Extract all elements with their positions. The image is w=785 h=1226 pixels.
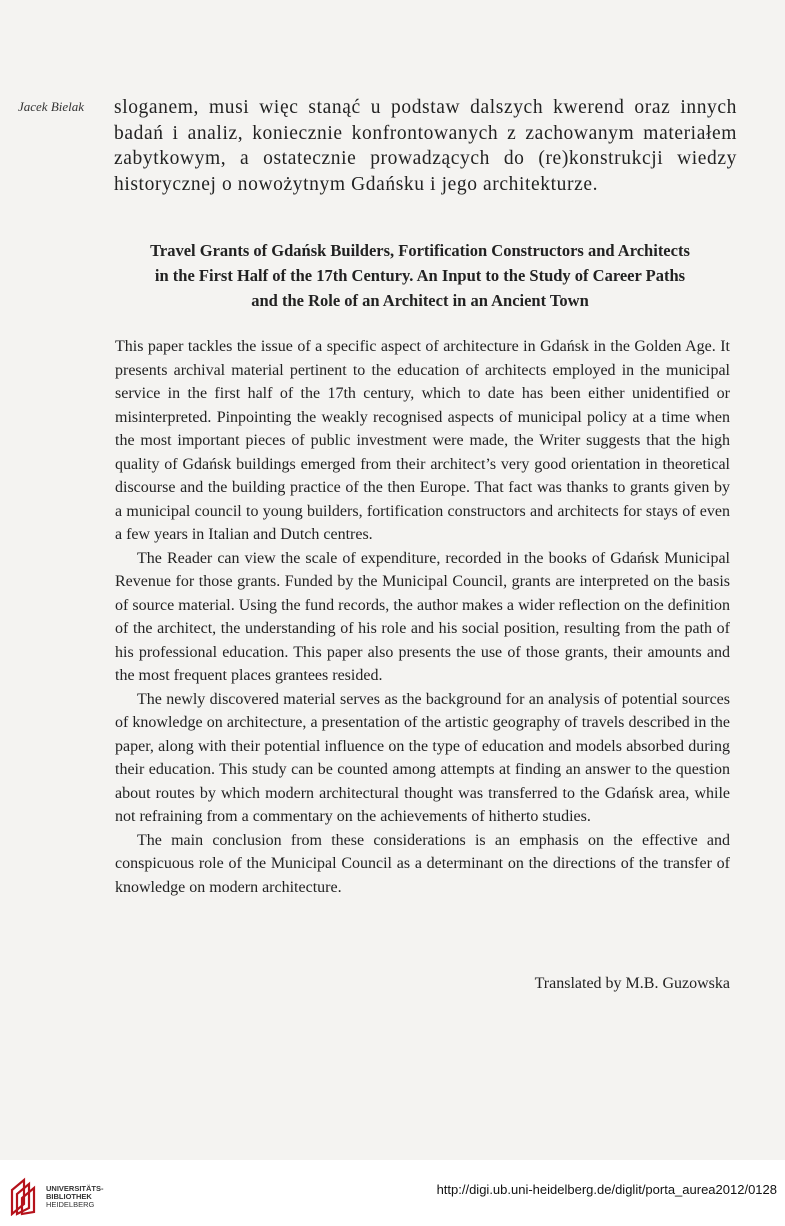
footer-bar bbox=[0, 1160, 785, 1226]
title-line: Travel Grants of Gdańsk Builders, Fortification Constructors and Architects bbox=[150, 241, 690, 260]
library-logo[interactable] bbox=[8, 1176, 148, 1218]
running-author: Jacek Bielak bbox=[18, 99, 85, 114]
source-url-link[interactable]: http://digi.ub.uni-heidelberg.de/diglit/porta_aurea2012/0128 bbox=[436, 1182, 777, 1197]
abstract-paragraph: This paper tackles the issue of a specific aspect of architecture in Gdańsk in the Golden Age. It presents archival material pertinent to the education of architects employed in the municipal service in the first half of the 17th century, which to date has been either unidentified or misinterpreted. Pinpointing the weakly recognised aspects of municipal policy at a time when the most important pieces of public investment were made, the Writer suggests that the high quality of Gdańsk buildings emerged from their architect’s very good orientation in theoretical discourse and the building practice of the then Europe. That fact was thanks to grants given by a municipal council to young builders, fortification constructors and architects for stays of even a few years in Italian and Dutch centres. bbox=[115, 338, 730, 543]
abstract-body bbox=[115, 335, 730, 899]
logo-line: BIBLIOTHEK bbox=[46, 1192, 92, 1201]
translator-credit: Translated by M.B. Guzowska bbox=[534, 975, 730, 992]
library-logo-text bbox=[46, 1185, 104, 1209]
logo-line: HEIDELBERG bbox=[46, 1200, 95, 1209]
abstract-paragraph: The newly discovered material serves as the background for an analysis of potential sources of knowledge on architecture, a presentation of the artistic geography of travels described in the paper, along with their potential influence on the type of education and models absorbed during their education. This study can be counted among attempts at finding an answer to the question about routes by which modern architectural thought was transferred to the Gdańsk area, while not refraining from a commentary on the achievements of hitherto studies. bbox=[115, 690, 730, 825]
abstract-paragraph: The main conclusion from these considerations is an emphasis on the effective and conspicuous role of the Municipal Council as a determinant on the directions of the transfer of knowledge on modern architecture. bbox=[115, 831, 730, 896]
abstract-paragraph: The Reader can view the scale of expenditure, recorded in the books of Gdańsk Municipal Revenue for those grants. Funded by the Municipal Council, grants are interpreted on the basis of source material. Using the fund records, the author makes a wider reflection on the definition of the architect, the understanding of his role and his social position, resulting from the path of his professional education. This paper also presents the use of those grants, their amounts and the most frequent places grantees resided. bbox=[115, 549, 730, 684]
article-title bbox=[100, 238, 740, 313]
library-logo-icon bbox=[8, 1176, 42, 1216]
title-line: in the First Half of the 17th Century. An Input to the Study of Career Paths bbox=[154, 266, 686, 285]
intro-paragraph: sloganem, musi więc stanąć u podstaw dalszych kwerend oraz innych badań i analiz, koniecznie konfrontowanych z zachowanym materiałem zabytkowym, a ostatecznie prowadzących do (re)konstrukcji wiedzy historycznej o nowożytnym Gdańsku i jego architekturze. bbox=[114, 97, 737, 195]
title-line: and the Role of an Architect in an Ancient Town bbox=[251, 291, 589, 310]
logo-line: UNIVERSITÄTS- bbox=[46, 1184, 104, 1193]
